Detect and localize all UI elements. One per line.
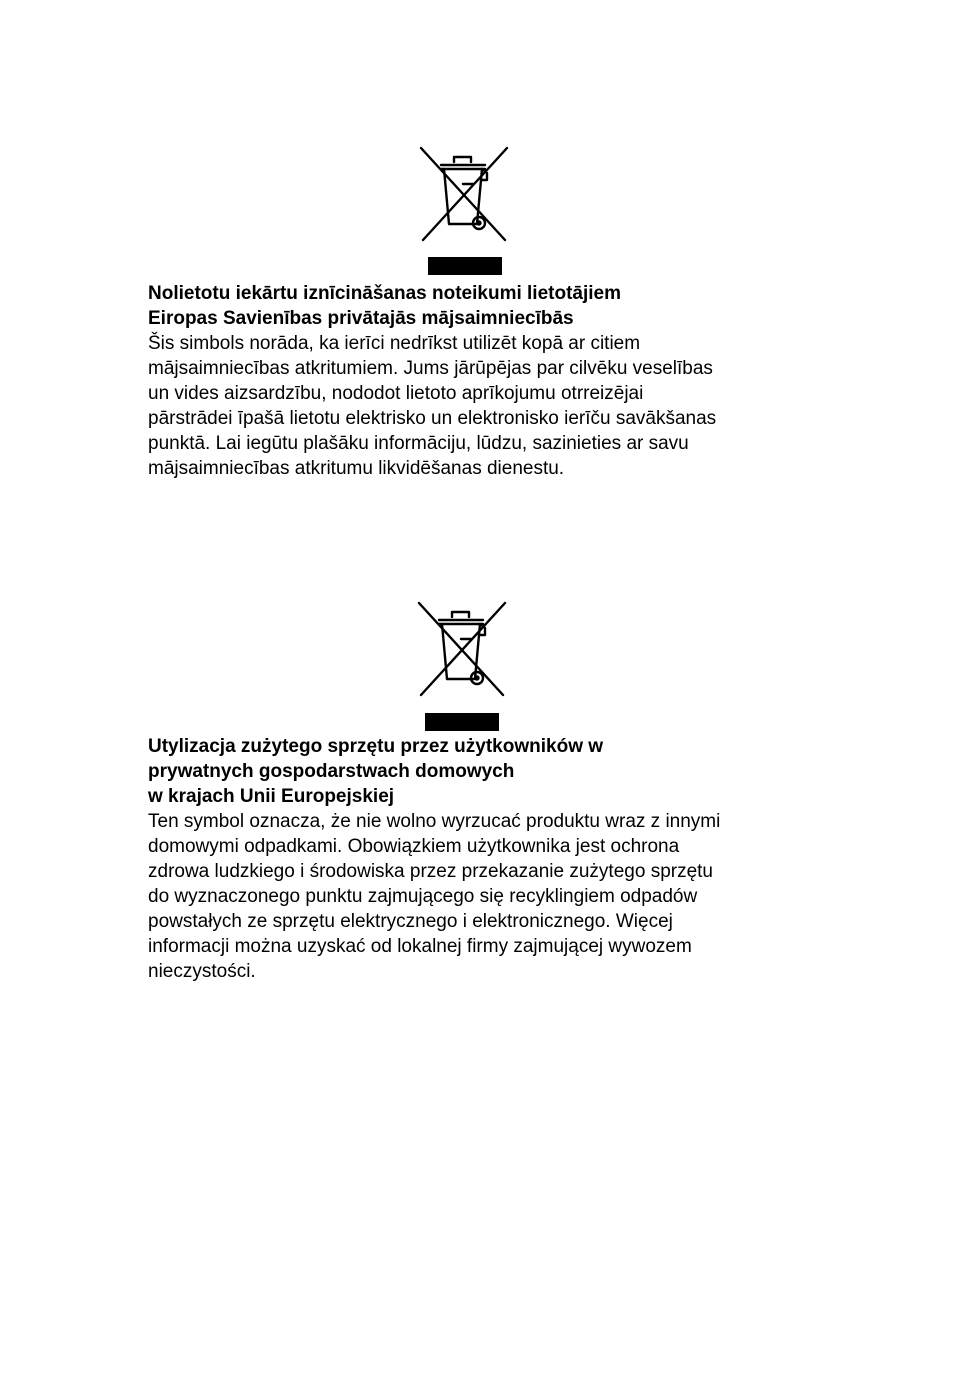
body-line: zdrowa ludzkiego i środowiska przez przekazanie zużytego sprzętu xyxy=(148,861,713,882)
body-line: pārstrādei īpašā lietotu elektrisko un elektronisko ierīču savākšanas xyxy=(148,408,717,429)
disposal-notice-latvian xyxy=(148,281,828,481)
body-line: Šis simbols norāda, ka ierīci nedrīkst utilizēt kopā ar citiem xyxy=(148,333,641,354)
body-line: un vides aizsardzību, nododot lietoto aprīkojumu otrreizējai xyxy=(148,383,644,404)
weee-crossed-out-bin-icon xyxy=(417,601,507,733)
body-line: punktā. Lai iegūtu plašāku informāciju, lūdzu, sazinieties ar savu xyxy=(148,433,689,454)
body-line: do wyznaczonego punktu zajmującego się recyklingiem odpadów xyxy=(148,886,698,907)
body-line: nieczystości. xyxy=(148,961,256,982)
heading-line: w krajach Unii Europejskiej xyxy=(148,786,395,807)
body-line: domowymi odpadkami. Obowiązkiem użytkownika jest ochrona xyxy=(148,836,680,857)
body-line: Ten symbol oznacza, że nie wolno wyrzucać produktu wraz z innymi xyxy=(148,811,721,832)
weee-crossed-out-bin-icon xyxy=(419,146,509,278)
heading-line: Eiropas Savienības privātajās mājsaimniecībās xyxy=(148,308,574,329)
heading-line: Utylizacja zużytego sprzętu przez użytkowników w xyxy=(148,736,604,757)
body-line: mājsaimniecības atkritumiem. Jums jārūpējas par cilvēku veselības xyxy=(148,358,713,379)
heading-line: prywatnych gospodarstwach domowych xyxy=(148,761,515,782)
heading-line: Nolietotu iekārtu iznīcināšanas noteikumi lietotājiem xyxy=(148,283,621,304)
disposal-notice-polish xyxy=(148,734,828,984)
body-line: mājsaimniecības atkritumu likvidēšanas dienestu. xyxy=(148,458,565,479)
body-line: powstałych ze sprzętu elektrycznego i elektronicznego. Więcej xyxy=(148,911,673,932)
body-line: informacji można uzyskać od lokalnej firmy zajmującej wywozem xyxy=(148,936,692,957)
